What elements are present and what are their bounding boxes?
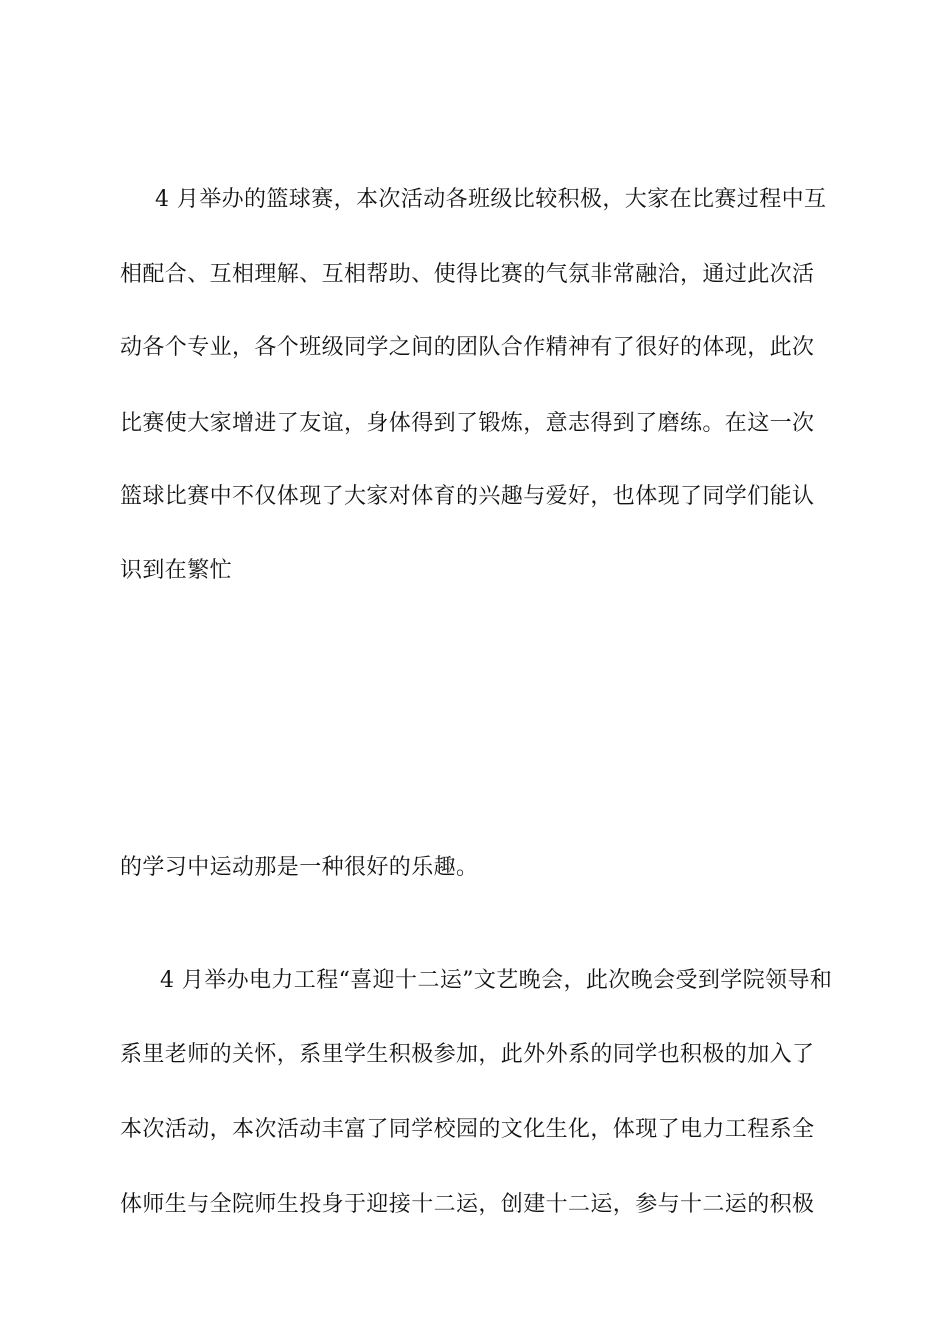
text-line: 本次活动，本次活动丰富了同学校园的文化生化，体现了电力工程系全 [120,1117,815,1142]
text-line: 识到在繁忙 [120,558,233,583]
text-line: 体师生与全院师生投身于迎接十二运，创建十二运，参与十二运的积极 [120,1192,815,1217]
text-line: 动各个专业，各个班级同学之间的团队合作精神有了很好的体现，此次 [120,335,815,360]
text-line: 比赛使大家增进了友谊，身体得到了锻炼，意志得到了磨练。在这一次 [120,411,815,436]
text-line: 篮球比赛中不仅体现了大家对体育的兴趣与爱好，也体现了同学们能认 [120,484,815,509]
text-line: 的学习中运动那是一种很好的乐趣。 [120,855,479,880]
text-line: 相配合、互相理解、互相帮助、使得比赛的气氛非常融洽，通过此次活 [120,262,815,287]
text-line: 系里老师的关怀，系里学生积极参加，此外外系的同学也积极的加入了 [120,1042,815,1067]
text-line: 4 月举办电力工程“喜迎十二运”文艺晚会，此次晚会受到学院领导和 [160,968,833,993]
text-line: 4 月举办的篮球赛，本次活动各班级比较积极，大家在比赛过程中互 [155,187,827,212]
